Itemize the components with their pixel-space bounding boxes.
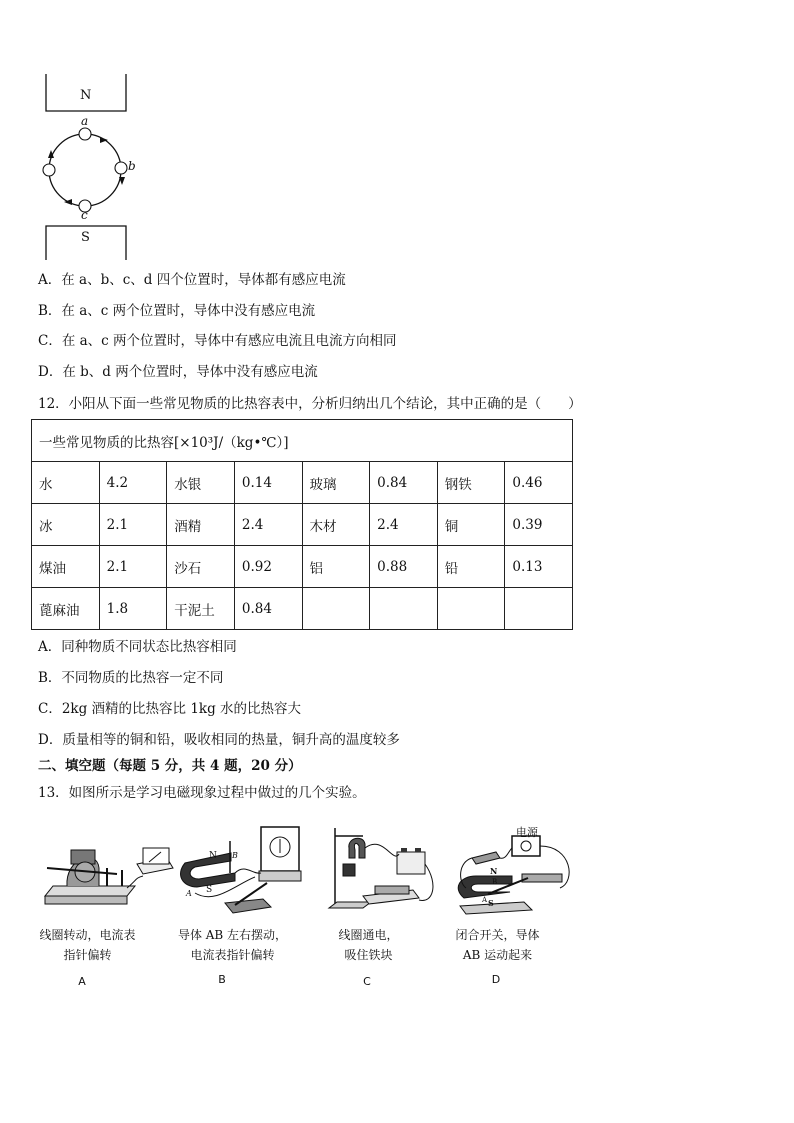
table-cell: 沙石 [167, 546, 235, 588]
table-caption: 一些常见物质的比热容[×10³J/（kg•℃）] [32, 420, 573, 462]
experiment-b-figure [175, 823, 305, 918]
experiment-d-caption-line2: AB 运动起来 [462, 948, 533, 962]
figure-11 [40, 74, 140, 260]
table-cell: 冰 [32, 504, 100, 546]
experiment-a-caption [30, 925, 145, 965]
table-cell: 2.1 [99, 504, 167, 546]
experiment-a-figure [37, 828, 177, 918]
experiment-d-caption [445, 925, 550, 965]
table-cell: 煤油 [32, 546, 100, 588]
power-source-label: 电源 [516, 826, 538, 839]
table-cell: 0.84 [234, 588, 302, 630]
table-cell [505, 588, 573, 630]
electromagnet-apparatus-image [323, 824, 443, 919]
table-cell: 0.84 [370, 462, 438, 504]
experiment-b-caption [175, 925, 290, 965]
specific-heat-table [31, 419, 573, 630]
table-row [32, 588, 573, 630]
position-c-label: c [81, 208, 88, 222]
table-cell: 干泥土 [167, 588, 235, 630]
experiment-c-caption-line2: 吸住铁块 [344, 948, 393, 962]
experiment-b-a-label: A [186, 889, 192, 898]
table-cell: 0.39 [505, 504, 573, 546]
conductor-magnet-apparatus-image [175, 823, 305, 918]
experiment-d-n-label: N [490, 866, 498, 876]
table-cell: 木材 [302, 504, 370, 546]
position-b-label: b [128, 159, 136, 173]
table-cell: 2.4 [234, 504, 302, 546]
table-cell: 玻璃 [302, 462, 370, 504]
experiment-d-caption-line1: 闭合开关，导体 [455, 928, 540, 942]
table-cell: 2.4 [370, 504, 438, 546]
table-cell: 0.14 [234, 462, 302, 504]
position-a-label: a [81, 114, 89, 128]
q13-stem: 13．如图所示是学习电磁现象过程中做过的几个实验。 [38, 785, 366, 801]
experiment-c-letter: C [363, 975, 371, 988]
table-cell: 0.88 [370, 546, 438, 588]
table-cell: 0.46 [505, 462, 573, 504]
table-cell: 铅 [437, 546, 505, 588]
experiment-d-b-label: B [492, 878, 498, 886]
q11-option-c: C．在 a、c 两个位置时，导体中有感应电流且电流方向相同 [38, 333, 397, 349]
table-cell [370, 588, 438, 630]
experiment-c-caption [316, 925, 421, 965]
table-cell: 蓖麻油 [32, 588, 100, 630]
q12-option-a: A．同种物质不同状态比热容相同 [38, 639, 237, 655]
table-cell: 0.13 [505, 546, 573, 588]
table-row [32, 504, 573, 546]
table-cell: 2.1 [99, 546, 167, 588]
table-cell: 0.92 [234, 546, 302, 588]
experiment-b-b-label: B [232, 851, 238, 860]
table-row [32, 462, 573, 504]
experiment-d-letter: D [491, 973, 501, 986]
table-caption-row [32, 420, 573, 462]
table-cell: 水 [32, 462, 100, 504]
q12-stem: 12．小阳从下面一些常见物质的比热容表中，分析归纳出几个结论，其中正确的是（ ） [38, 396, 582, 412]
table-cell: 铝 [302, 546, 370, 588]
q12-option-d: D．质量相等的铜和铅，吸收相同的热量，铜升高的温度较多 [38, 732, 400, 748]
q12-option-c: C．2kg 酒精的比热容比 1kg 水的比热容大 [38, 701, 302, 717]
experiment-b-letter: B [218, 973, 226, 986]
experiment-d-a-label: A [482, 896, 488, 904]
experiment-d-s-label: S [488, 898, 494, 908]
table-cell: 4.2 [99, 462, 167, 504]
experiment-b-caption-line1: 导体 AB 左右摆动， [177, 928, 288, 942]
table-cell: 钢铁 [437, 462, 505, 504]
table-cell: 铜 [437, 504, 505, 546]
table-cell: 酒精 [167, 504, 235, 546]
q11-option-d: D．在 b、d 两个位置时，导体中没有感应电流 [38, 364, 318, 380]
experiment-b-caption-line2: 电流表指针偏转 [190, 948, 275, 962]
pole-n-label: N [80, 88, 92, 103]
experiment-c-caption-line1: 线圈通电， [338, 928, 399, 942]
q11-option-b: B．在 a、c 两个位置时，导体中没有感应电流 [38, 303, 316, 319]
experiment-c-figure [323, 824, 443, 919]
table-cell [302, 588, 370, 630]
experiment-d-figure [452, 822, 582, 920]
experiment-a-letter: A [78, 975, 86, 988]
generator-apparatus-image [37, 828, 177, 918]
table-row [32, 546, 573, 588]
section-heading: 二、填空题（每题 5 分，共 4 题，20 分） [38, 758, 302, 774]
table-cell: 1.8 [99, 588, 167, 630]
table-cell [437, 588, 505, 630]
experiment-b-s-label: S [206, 885, 213, 895]
experiment-a-caption-line2: 指针偏转 [63, 948, 112, 962]
experiment-a-caption-line1: 线圈转动，电流表 [39, 928, 136, 942]
table-cell: 水银 [167, 462, 235, 504]
q11-option-a: A．在 a、b、c、d 四个位置时，导体都有感应电流 [38, 272, 346, 288]
pole-s-label: S [81, 230, 90, 245]
experiment-b-n-label: N [209, 851, 217, 861]
q12-option-b: B．不同物质的比热容一定不同 [38, 670, 224, 686]
